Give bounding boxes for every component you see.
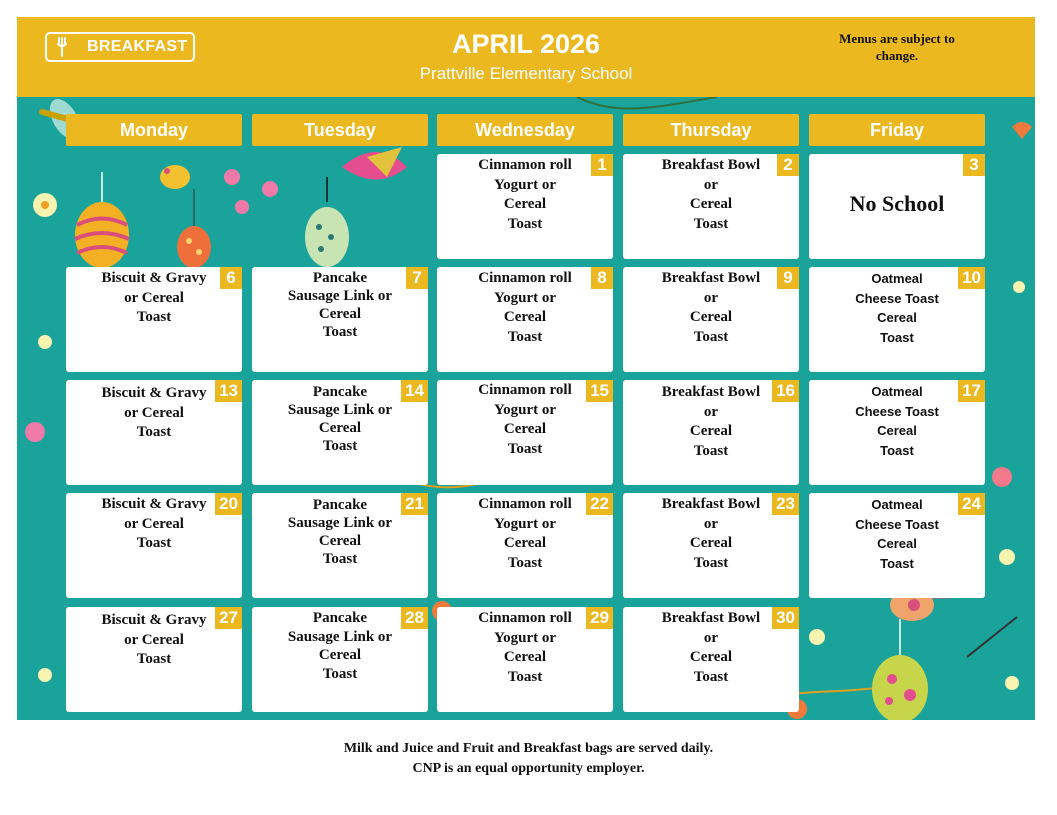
date-number: 20 [215,493,242,515]
menu-line: or [703,176,719,193]
day-cell [252,380,428,485]
menu-items [623,495,799,573]
menu-line: Pancake [312,384,368,400]
menu-line: Toast [693,442,729,459]
menu-line: or Cereal [124,404,184,421]
day-cell [66,493,242,598]
day-cell [623,380,799,485]
menu-line: Cereal [503,649,547,665]
menu-line: Breakfast Bowl [661,270,761,286]
date-number: 17 [958,380,985,402]
menu-items [623,609,799,687]
menu-line: Oatmeal [871,497,923,512]
menu-items [437,269,613,347]
menu-line: Pancake [312,270,368,286]
menu-line: Sausage Link or [287,515,393,531]
date-number: 10 [958,267,985,289]
day-cell [437,380,613,485]
date-number: 24 [958,493,985,515]
menu-line: Cheese Toast [855,290,939,306]
menu-line: Toast [693,554,729,571]
menu-line: Yogurt or [493,629,557,646]
menu-change-note: Menus are subject to change. [839,31,955,63]
date-number: 8 [591,267,613,289]
day-header-friday: Friday [809,114,985,146]
menu-line: Toast [693,328,729,345]
menu-line: Cinnamon roll [478,496,572,512]
menu-items [252,496,428,568]
menu-line: Cereal [318,420,362,436]
day-cell [809,380,985,485]
date-number: 7 [406,267,428,289]
menu-items [809,382,985,460]
menu-line: Toast [322,438,358,454]
menu-line: or [703,403,719,420]
calendar-board [17,97,1035,720]
menu-line: Cereal [689,649,733,665]
day-cell [437,267,613,372]
logo-label: BREAKFAST [87,38,188,55]
page-title: APRIL 2026 [451,29,601,59]
menu-line: Yogurt or [493,176,557,193]
menu-line: Biscuit & Gravy [101,385,207,401]
menu-line: Toast [136,424,172,440]
day-cell [809,267,985,372]
menu-items [66,495,242,554]
menu-items [252,609,428,683]
menu-items [809,269,985,347]
menu-line: Toast [507,554,543,571]
menu-line: Cereal [689,535,733,551]
day-cell [437,607,613,712]
date-number: 16 [772,380,799,402]
day-header-thursday: Thursday [623,114,799,146]
menu-line: Toast [880,442,914,458]
date-number: 14 [401,380,428,402]
menu-items [623,156,799,234]
day-cell [66,380,242,485]
day-cell [252,493,428,598]
header-banner [17,17,1035,97]
school-name: Prattville Elementary School [419,64,633,83]
menu-line: Cereal [318,533,362,549]
menu-items [66,384,242,443]
menu-items [809,495,985,573]
day-cell [623,267,799,372]
menu-line: Cereal [877,536,917,551]
menu-line: Toast [693,215,729,232]
menu-line: Toast [507,328,543,345]
menu-line: Biscuit & Gravy [101,496,207,512]
menu-line: Toast [322,551,358,567]
date-number: 1 [591,154,613,176]
date-number: 27 [215,607,242,629]
menu-line: Cinnamon roll [478,270,572,286]
menu-line: Toast [880,555,914,571]
menu-items [437,156,613,234]
menu-line: Toast [136,651,172,667]
day-cell [252,267,428,372]
date-number: 30 [772,607,799,629]
menu-line: Toast [136,309,172,325]
menu-items [252,383,428,455]
menu-line: Cinnamon roll [478,610,572,626]
menu-items [437,381,613,459]
menu-items [66,269,242,328]
day-header-tuesday: Tuesday [252,114,428,146]
footer-notes [0,739,1057,779]
menu-line: Toast [507,215,543,232]
menu-line: or [703,289,719,306]
day-cell [623,607,799,712]
menu-line: Pancake [312,497,368,513]
menu-line: Cereal [877,423,917,438]
no-school-label: No School [849,191,945,216]
day-cell [66,607,242,712]
menu-line: Cereal [503,535,547,551]
menu-line: Sausage Link or [287,402,393,418]
menu-line: Sausage Link or [287,628,393,645]
day-cell [66,267,242,372]
date-number: 21 [401,493,428,515]
menu-line: Breakfast Bowl [661,496,761,512]
menu-line: Cereal [318,647,362,663]
day-cell [252,607,428,712]
menu-items [252,269,428,341]
equal-opportunity-note: CNP is an equal opportunity employer. [412,761,645,776]
menu-line: Cereal [689,309,733,325]
menu-line: Toast [507,668,543,685]
day-cell [437,493,613,598]
menu-line: Oatmeal [871,384,923,399]
menu-line: or Cereal [124,631,184,648]
menu-line: Cereal [877,310,917,325]
date-number: 23 [772,493,799,515]
date-number: 3 [963,154,985,176]
menu-line: Biscuit & Gravy [101,612,207,628]
menu-line: Yogurt or [493,401,557,418]
menu-line: Oatmeal [871,271,923,286]
menu-line: or Cereal [124,289,184,306]
menu-line: Pancake [312,610,368,626]
menu-line: Cereal [689,423,733,439]
menu-line: Cheese Toast [855,516,939,532]
menu-line: Toast [880,329,914,345]
menu-line: Breakfast Bowl [661,610,761,626]
menu-line: Yogurt or [493,289,557,306]
menu-items [437,495,613,573]
menu-items [623,269,799,347]
menu-line: Cheese Toast [855,403,939,419]
menu-line: or [703,629,719,646]
date-number: 6 [220,267,242,289]
date-number: 9 [777,267,799,289]
menu-line: Biscuit & Gravy [101,270,207,286]
date-number: 15 [586,380,613,402]
menu-line: Cereal [318,306,362,322]
menu-line: or Cereal [124,515,184,532]
menu-line: Cinnamon roll [478,157,572,173]
date-number: 22 [586,493,613,515]
menu-line: Breakfast Bowl [661,157,761,173]
date-number: 13 [215,380,242,402]
menu-items [66,611,242,670]
day-cell [623,154,799,259]
menu-line: Toast [136,535,172,551]
menu-line: Cereal [503,196,547,212]
day-cell [809,154,985,259]
menu-line: Breakfast Bowl [661,384,761,400]
date-number: 28 [401,607,428,629]
menu-line: Cinnamon roll [478,382,572,398]
menu-line: Toast [322,665,358,682]
day-header-wednesday: Wednesday [437,114,613,146]
menu-line: or [703,515,719,532]
day-header-monday: Monday [66,114,242,146]
menu-line: Toast [322,324,358,340]
day-cell [809,493,985,598]
served-daily-note: Milk and Juice and Fruit and Breakfast bags are served daily. [343,741,714,756]
date-number: 2 [777,154,799,176]
day-cell [623,493,799,598]
menu-line: Toast [693,668,729,685]
date-number: 29 [586,607,613,629]
menu-line: Cereal [689,196,733,212]
menu-line: Toast [507,440,543,457]
day-cell [437,154,613,259]
menu-line: Sausage Link or [287,288,393,304]
menu-line: Yogurt or [493,515,557,532]
menu-items [437,609,613,687]
menu-items [623,383,799,461]
menu-line: Cereal [503,309,547,325]
menu-line: Cereal [503,421,547,437]
